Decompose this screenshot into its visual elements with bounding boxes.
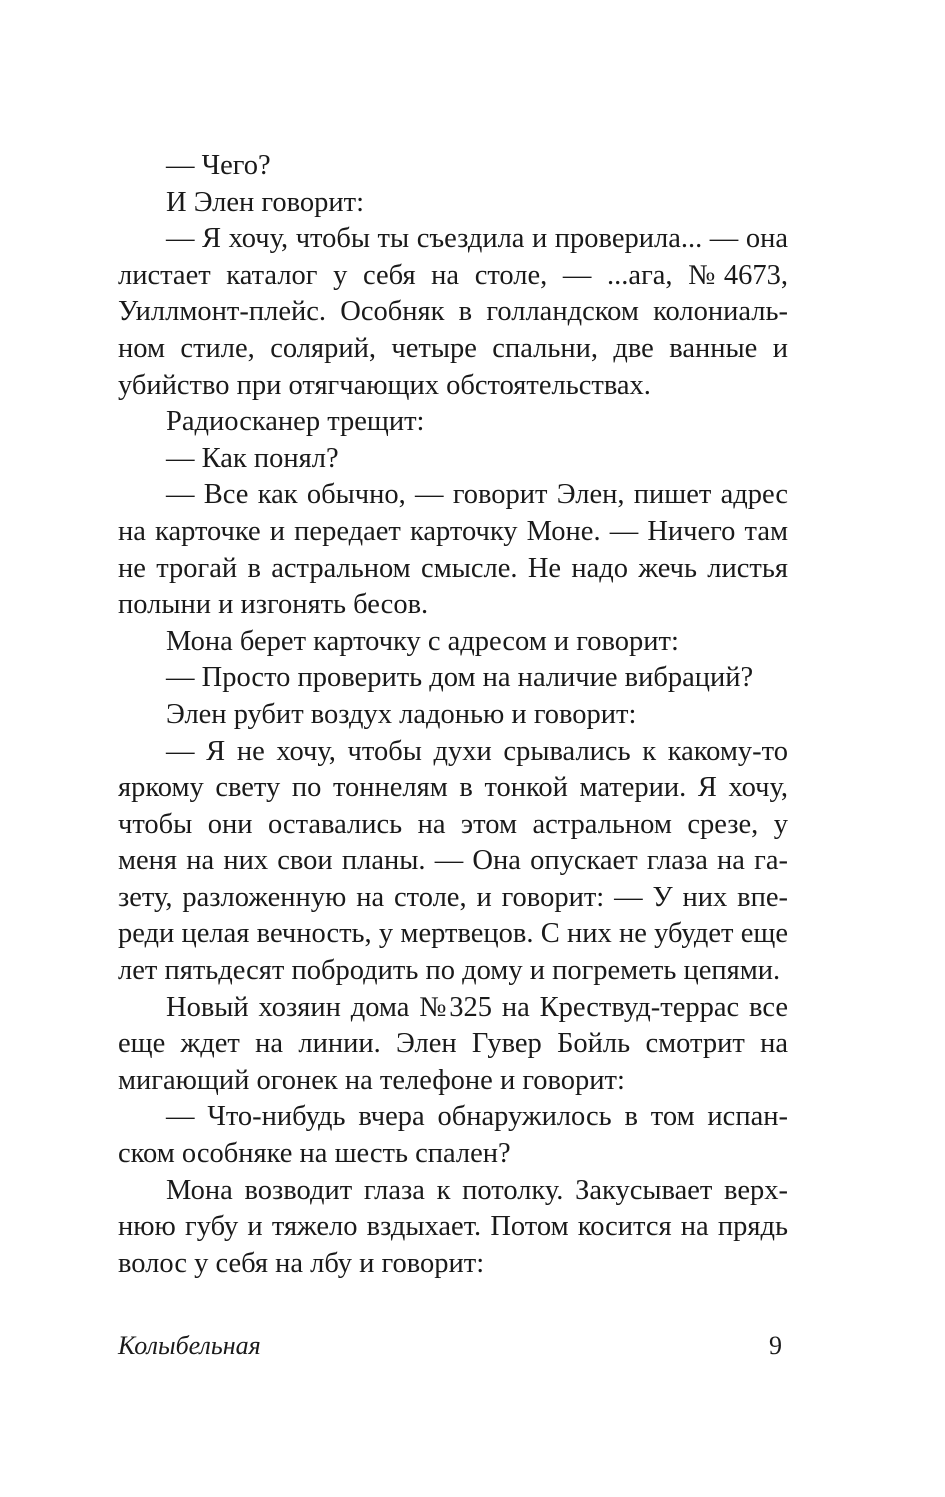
paragraph: — Просто проверить дом на наличие вибраций? <box>166 662 754 694</box>
paragraph: Мона берет карточку с адресом и говорит: <box>166 625 679 657</box>
paragraph: — Я хочу, чтобы ты съездила и проверила... — она листает каталог у себя на столе, — ...ага, №4673, Уиллмонт-плейс. Особняк в голландском колониальном стиле, солярий, четыре спальни, две ванные и убийство при отягчающих обстоятельствах. <box>118 223 788 401</box>
page-footer <box>118 1328 788 1364</box>
paragraph: — Все как обычно, — говорит Элен, пишет адрес на карточке и передает карточку Моне. — Ничего там не трогай в астральном смысле. Не надо жечь листья полыни и изгонять бесов. <box>118 479 788 621</box>
paragraph: Элен рубит воздух ладонью и говорит: <box>166 698 637 730</box>
paragraph: — Чего? <box>166 150 271 181</box>
paragraph: И Элен говорит: <box>166 186 365 218</box>
paragraph: — Я не хочу, чтобы духи срывались к какому-то яркому свету по тоннелям в тонкой материи. Я хочу, чтобы они оставались на этом астральном срезе, у меня на них свои планы. — Она опускает глаза на газету, разложенную на столе, и говорит: — У них впереди целая вечность, у мертвецов. С них не убудет еще лет пятьдесят побродить по дому и погреметь цепями. <box>118 735 788 987</box>
paragraph: — Как понял? <box>166 442 339 474</box>
running-title: Колыбельная <box>118 1331 261 1360</box>
paragraph: Мона возводит глаза к потолку. Закусывает верхнюю губу и тяжело вздыхает. Потом косится на прядь волос у себя на лбу и говорит: <box>118 1174 788 1279</box>
paragraph: Радиосканер трещит: <box>166 406 425 438</box>
page-text <box>118 148 788 1282</box>
paragraph: — Что-нибудь вчера обнаружилось в том испанском особняке на шесть спален? <box>118 1101 788 1170</box>
page-number: 9 <box>769 1331 782 1360</box>
paragraph: Новый хозяин дома №325 на Крествуд-террас все еще ждет на линии. Элен Гувер Бойль смотрит на мигающий огонек на телефоне и говорит: <box>118 991 788 1096</box>
